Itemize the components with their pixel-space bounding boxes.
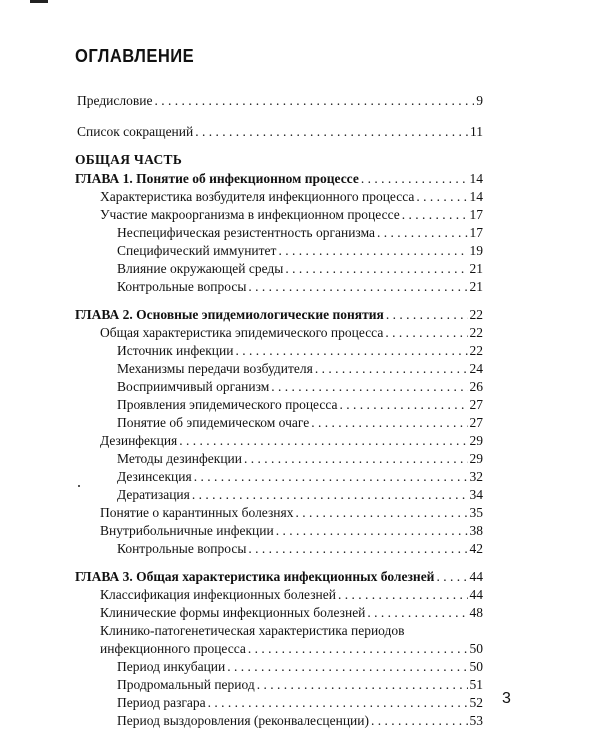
toc-entry[interactable] — [100, 189, 483, 205]
toc-entry-label: Контрольные вопросы — [117, 279, 247, 294]
toc-entry-page: 14 — [469, 171, 483, 186]
dot-leader — [295, 505, 467, 521]
toc-entry-label: Период разгара — [117, 695, 206, 710]
dot-leader — [208, 695, 468, 711]
toc-entry[interactable] — [117, 343, 483, 359]
toc-entry-label: Период выздоровления (реконвалесценции) — [117, 713, 369, 728]
page-number: 3 — [502, 690, 511, 707]
toc-entry[interactable] — [117, 451, 483, 467]
toc-entry-page: 22 — [469, 307, 483, 322]
toc-entry-page: 22 — [469, 343, 483, 358]
toc-entry[interactable] — [100, 433, 483, 449]
chapter-title: ГЛАВА 1. Понятие об инфекционном процессе — [75, 171, 359, 186]
toc-entry-label: Продромальный период — [117, 677, 255, 692]
toc-entry[interactable] — [117, 361, 483, 377]
dot-leader — [285, 261, 467, 277]
toc-entry-page: 53 — [469, 713, 483, 728]
toc-entry[interactable] — [117, 225, 483, 241]
toc-entry-label: Понятие о карантинных болезнях — [100, 505, 294, 520]
toc-entry-page: 32 — [469, 469, 483, 484]
toc-entry-label: Клинико-патогенетическая характеристика периодов — [100, 623, 405, 638]
toc-entry[interactable] — [117, 379, 483, 395]
dot-leader — [340, 397, 468, 413]
toc-entry-page: 17 — [469, 225, 483, 240]
toc-entry-page: 21 — [469, 279, 483, 294]
dot-leader — [271, 379, 467, 395]
dot-leader — [436, 569, 467, 585]
toc-entry-label: Влияние окружающей среды — [117, 261, 284, 276]
dot-leader — [248, 541, 467, 557]
scan-corner-mark — [30, 0, 48, 3]
toc-entry-label: Внутрибольничные инфекции — [100, 523, 274, 538]
dot-leader — [179, 433, 467, 449]
dot-leader — [278, 243, 467, 259]
chapter-title: ГЛАВА 3. Общая характеристика инфекционных болезней — [75, 569, 435, 584]
toc-entry-preface[interactable] — [77, 93, 483, 109]
toc-entry-label: Восприимчивый организм — [117, 379, 270, 394]
toc-entry-page: 11 — [470, 124, 483, 139]
toc-entry[interactable] — [117, 659, 483, 675]
toc-entry-label: Проявления эпидемического процесса — [117, 397, 338, 412]
toc-entry-label: Участие макроорганизма в инфекционном процессе — [100, 207, 400, 222]
section-title: ОБЩАЯ ЧАСТЬ — [75, 152, 183, 167]
dot-leader — [416, 189, 467, 205]
dot-leader — [371, 713, 468, 729]
dot-leader — [377, 225, 467, 241]
toc-entry-page: 27 — [469, 415, 483, 430]
toc-entry-label: Дезинсекция — [117, 469, 192, 484]
page-title: ОГЛАВЛЕНИЕ — [75, 46, 195, 66]
toc-entry-label: Характеристика возбудителя инфекционного процесса — [100, 189, 415, 204]
chapter-title: ГЛАВА 2. Основные эпидемиологические понятия — [75, 307, 384, 322]
dot-leader — [244, 451, 468, 467]
toc-entry[interactable] — [117, 415, 483, 431]
toc-entry-label: Клинические формы инфекционных болезней — [100, 605, 366, 620]
toc-entry[interactable] — [117, 261, 483, 277]
toc-entry[interactable] — [100, 587, 483, 603]
scan-speck — [78, 485, 80, 487]
dot-leader — [235, 343, 467, 359]
toc-chapter-2[interactable] — [75, 307, 483, 323]
dot-leader — [367, 605, 467, 621]
toc-entry[interactable] — [117, 243, 483, 259]
toc-entry-page: 50 — [469, 659, 483, 674]
dot-leader — [192, 487, 468, 503]
toc-entry-label: инфекционного процесса — [100, 641, 246, 656]
toc-entry-page: 14 — [469, 189, 483, 204]
toc-entry-page: 44 — [469, 587, 483, 602]
toc-entry[interactable] — [117, 397, 483, 413]
dot-leader — [248, 641, 468, 657]
toc-entry-label: Контрольные вопросы — [117, 541, 247, 556]
toc-entry-page: 21 — [469, 261, 483, 276]
toc-chapter-1[interactable] — [75, 171, 483, 187]
toc-entry[interactable] — [117, 469, 483, 485]
toc-entry[interactable] — [100, 207, 483, 223]
toc-entry-page: 38 — [469, 523, 483, 538]
dot-leader — [402, 207, 468, 223]
toc-entry-label: Специфический иммунитет — [117, 243, 277, 258]
dot-leader — [338, 587, 468, 603]
toc-entry[interactable] — [100, 523, 483, 539]
dot-leader — [311, 415, 467, 431]
toc-entry-label: Общая характеристика эпидемического процесса — [100, 325, 384, 340]
toc-entry-label: Механизмы передачи возбудителя — [117, 361, 313, 376]
toc-entry-label: Понятие об эпидемическом очаге — [117, 415, 310, 430]
toc-entry-page: 27 — [469, 397, 483, 412]
dot-leader — [248, 279, 467, 295]
toc-entry-label: Дезинфекция — [100, 433, 178, 448]
toc-entry[interactable] — [117, 279, 483, 295]
dot-leader — [257, 677, 468, 693]
toc-entry-page: 24 — [469, 361, 483, 376]
toc-entry-abbreviations[interactable] — [77, 124, 483, 140]
dot-leader — [386, 307, 468, 323]
toc-entry[interactable] — [117, 713, 483, 729]
toc-entry-page: 29 — [469, 451, 483, 466]
toc-entry-label: Список сокращений — [77, 124, 194, 139]
toc-entry-page: 9 — [476, 93, 483, 108]
toc-entry-page: 29 — [469, 433, 483, 448]
toc-chapter-3[interactable] — [75, 569, 483, 585]
toc-entry[interactable] — [100, 325, 483, 341]
toc-entry-page: 48 — [469, 605, 483, 620]
toc-entry-page: 52 — [469, 695, 483, 710]
toc-entry[interactable] — [100, 505, 483, 521]
toc-entry[interactable] — [117, 677, 483, 693]
dot-leader — [361, 171, 468, 187]
toc-entry-label: Методы дезинфекции — [117, 451, 242, 466]
toc-entry[interactable] — [100, 605, 483, 621]
toc-entry-page: 42 — [469, 541, 483, 556]
toc-entry-label: Дератизация — [117, 487, 190, 502]
dot-leader — [315, 361, 468, 377]
toc-entry-page: 34 — [469, 487, 483, 502]
toc-entry-label: Источник инфекции — [117, 343, 234, 358]
toc-entry-label: Классификация инфекционных болезней — [100, 587, 336, 602]
toc-entry-page: 50 — [469, 641, 483, 656]
toc-entry[interactable] — [117, 541, 483, 557]
dot-leader — [154, 93, 474, 109]
toc-entry-page: 17 — [469, 207, 483, 222]
toc-entry-page: 22 — [469, 325, 483, 340]
toc-entry-wrapped-start[interactable] — [100, 623, 483, 639]
dot-leader — [276, 523, 468, 539]
dot-leader — [195, 124, 468, 140]
toc-entry-page: 19 — [469, 243, 483, 258]
dot-leader — [194, 469, 468, 485]
toc-entry[interactable] — [100, 641, 483, 657]
toc-entry[interactable] — [117, 487, 483, 503]
toc-entry-page: 44 — [469, 569, 483, 584]
dot-leader — [385, 325, 467, 341]
toc-entry-page: 35 — [469, 505, 483, 520]
toc-entry-label: Неспецифическая резистентность организма — [117, 225, 376, 240]
toc-entry-page: 51 — [469, 677, 483, 692]
toc-entry[interactable] — [117, 695, 483, 711]
toc-entry-label: Предисловие — [77, 93, 153, 108]
toc-entry-page: 26 — [469, 379, 483, 394]
dot-leader — [227, 659, 467, 675]
toc-entry-label: Период инкубации — [117, 659, 226, 674]
